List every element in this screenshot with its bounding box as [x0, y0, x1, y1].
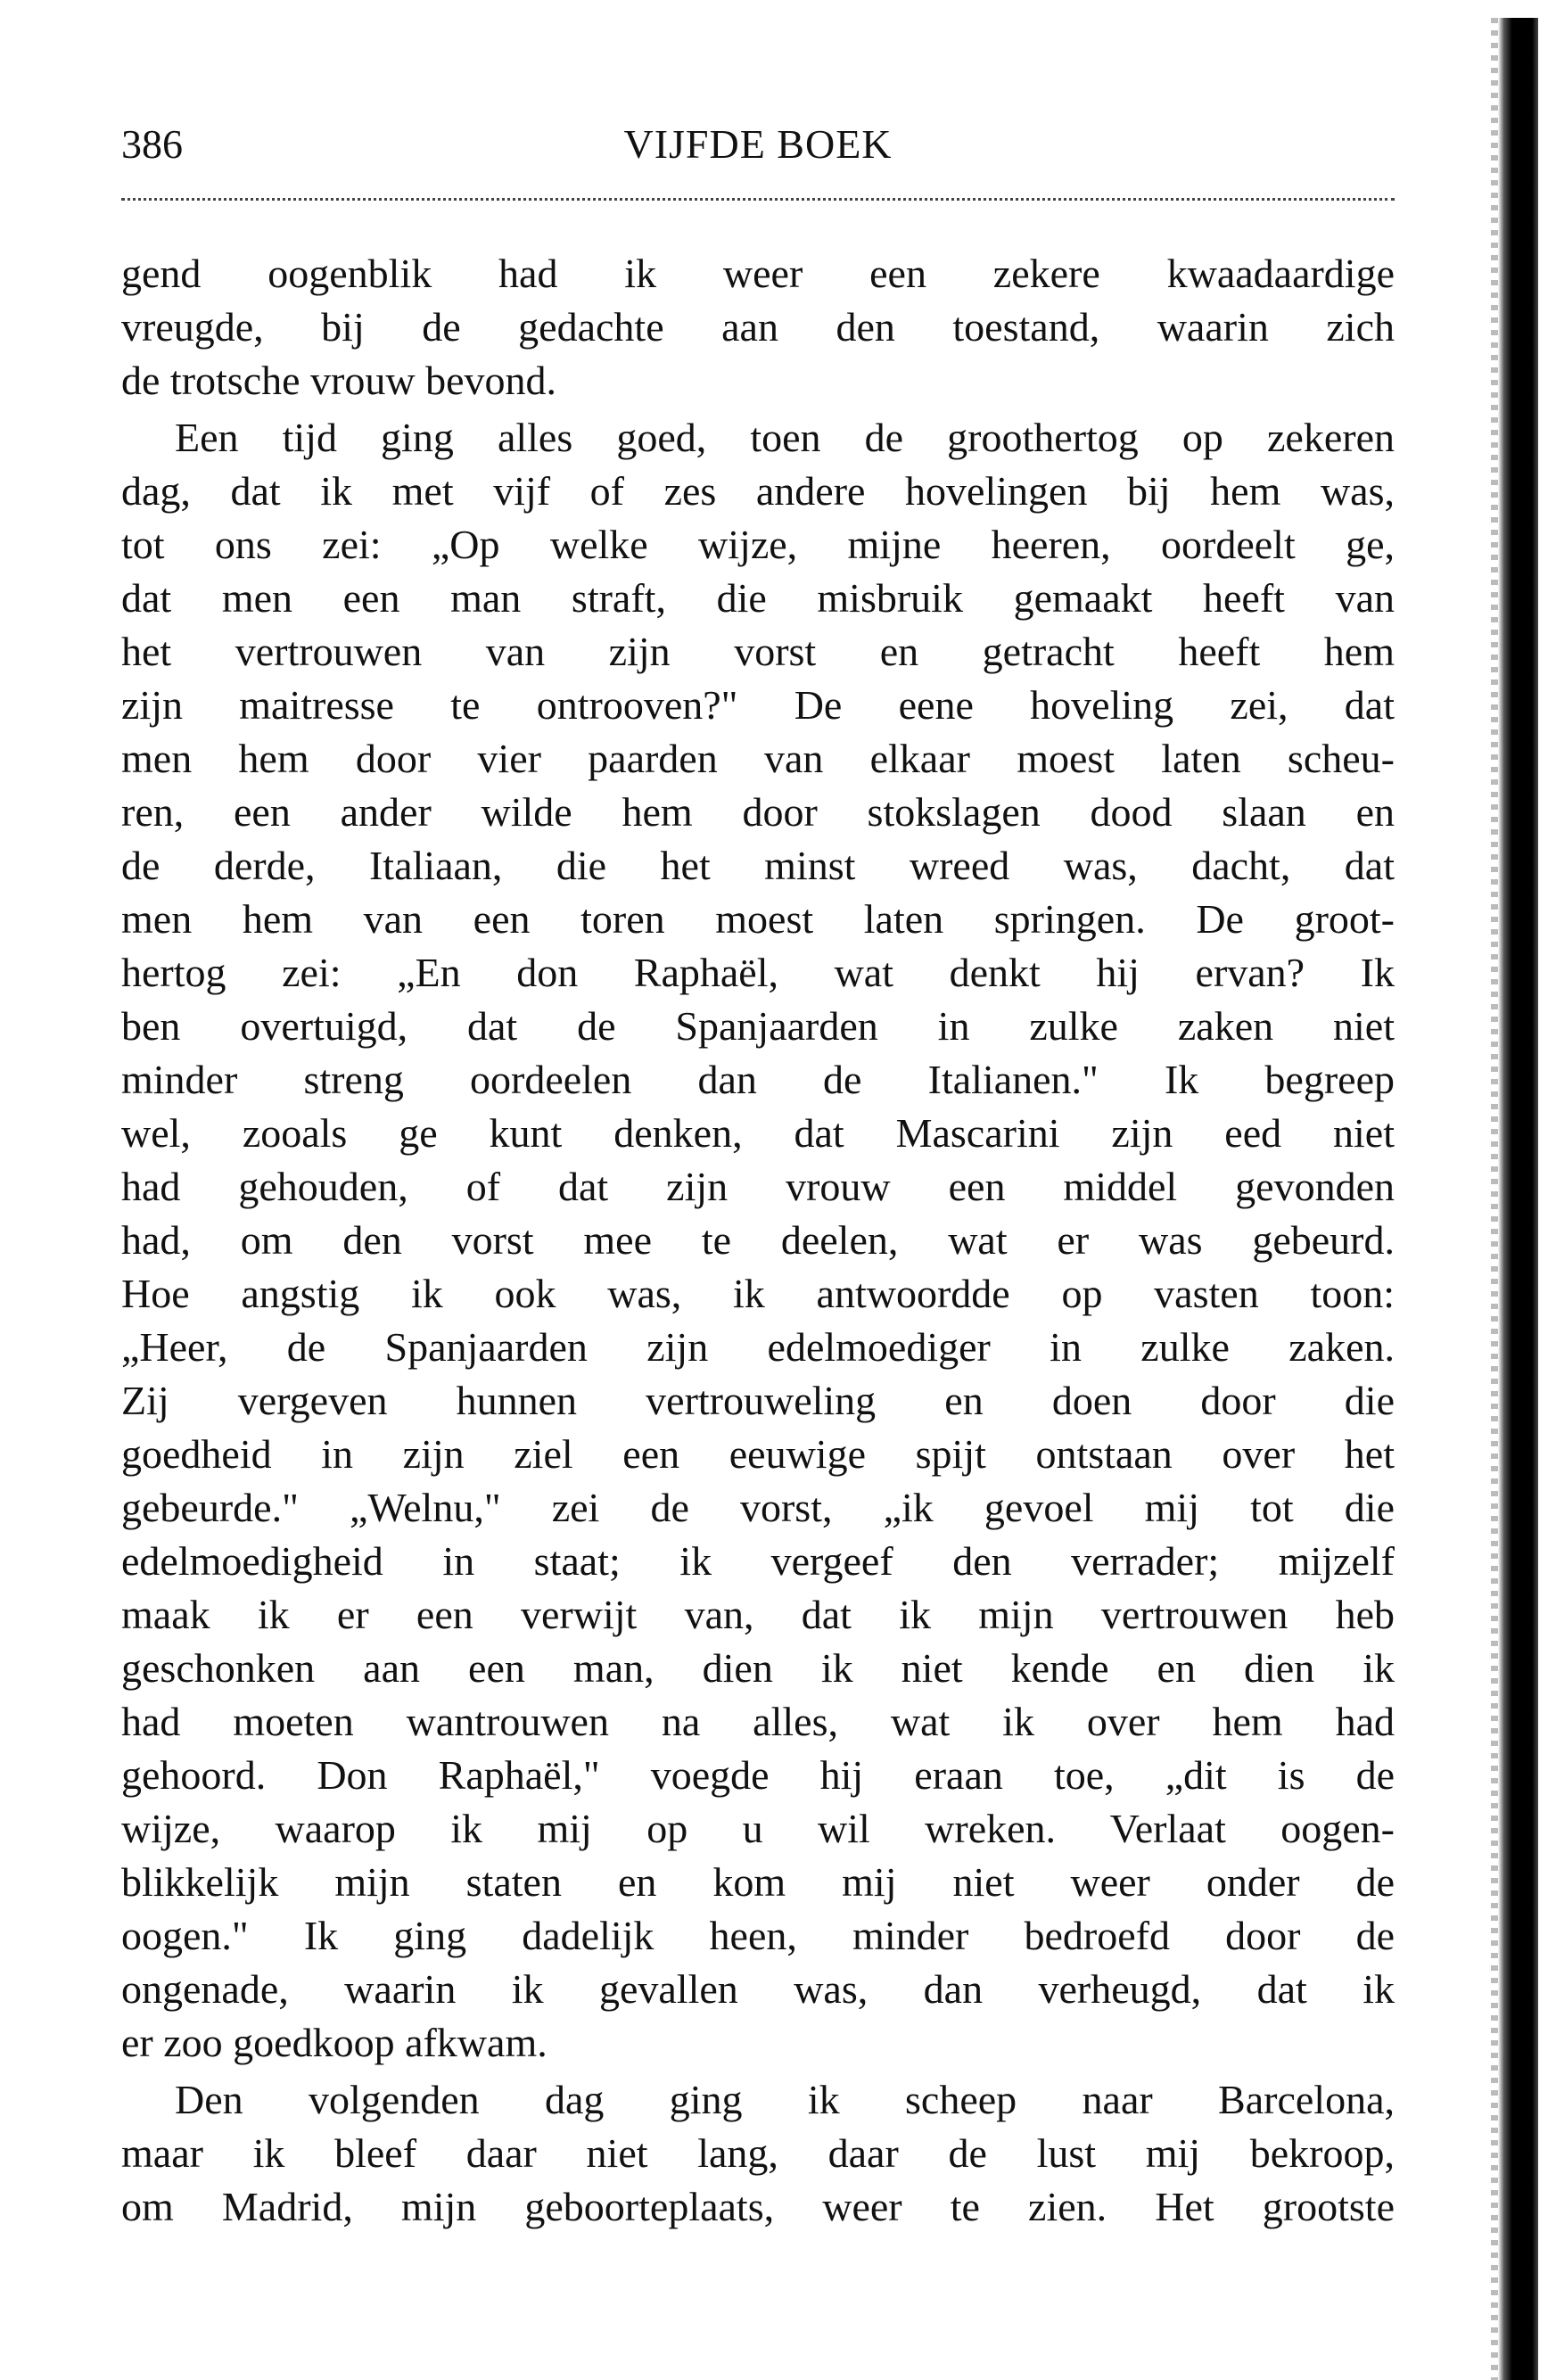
text-line: hertog zei: „En don Raphaël, wat denkt hij ervan? Ik	[121, 950, 1395, 995]
text-line: Zij vergeven hunnen vertrouweling en doen door die	[121, 1378, 1395, 1423]
text-line: had, om den vorst mee te deelen, wat er was gebeurd.	[121, 1217, 1395, 1263]
text-line: blikkelijk mijn staten en kom mij niet weer onder de	[121, 1859, 1395, 1905]
text-line: Den volgenden dag ging ik scheep naar Barcelona,	[175, 2077, 1395, 2122]
text-line: dag, dat ik met vijf of zes andere hovelingen bij hem was,	[121, 468, 1395, 514]
page-edge-shadow	[1491, 18, 1498, 2380]
text-line: edelmoedigheid in staat; ik vergeef den verrader; mijzelf	[121, 1538, 1395, 1584]
text-line: goedheid in zijn ziel een eeuwige spijt ontstaan over het	[121, 1431, 1395, 1477]
text-line: wijze, waarop ik mij op u wil wreken. Verlaat oogen-	[121, 1806, 1395, 1851]
text-line: maak ik er een verwijt van, dat ik mijn vertrouwen heb	[121, 1592, 1395, 1637]
running-title: VIJFDE BOEK	[623, 121, 893, 167]
text-line: had moeten wantrouwen na alles, wat ik over hem had	[121, 1699, 1395, 1744]
text-line: om Madrid, mijn geboorteplaats, weer te zien. Het grootste	[121, 2184, 1395, 2229]
text-line: „Heer, de Spanjaarden zijn edelmoediger in zulke zaken.	[121, 1324, 1395, 1370]
text-line: zijn maitresse te ontrooven?" De eene hoveling zei, dat	[121, 682, 1395, 728]
text-line: wel, zooals ge kunt denken, dat Mascarini zijn eed niet	[121, 1110, 1395, 1156]
header-dotted-rule	[121, 198, 1395, 201]
text-line: dat men een man straft, die misbruik gemaakt heeft van	[121, 575, 1395, 621]
text-line: tot ons zei: „Op welke wijze, mijne heeren, oordeelt ge,	[121, 522, 1395, 567]
text-line: men hem door vier paarden van elkaar moest laten scheu-	[121, 736, 1395, 781]
scan-edge-bar	[1498, 18, 1538, 2380]
text-line: ongenade, waarin ik gevallen was, dan verheugd, dat ik	[121, 1966, 1395, 2012]
text-line: geschonken aan een man, dien ik niet kende en dien ik	[121, 1645, 1395, 1691]
text-line: gend oogenblik had ik weer een zekere kwaadaardige	[121, 251, 1395, 296]
text-line: vreugde, bij de gedachte aan den toestand, waarin zich	[121, 304, 1395, 350]
text-line: gebeurde." „Welnu," zei de vorst, „ik gevoel mij tot die	[121, 1485, 1395, 1530]
body-text	[121, 247, 1395, 2234]
text-line: Hoe angstig ik ook was, ik antwoordde op vasten toon:	[121, 1271, 1395, 1316]
page-number: 386	[121, 121, 183, 167]
text-line: maar ik bleef daar niet lang, daar de lust mij bekroop,	[121, 2130, 1395, 2176]
text-line: er zoo goedkoop afkwam.	[121, 2020, 547, 2065]
text-line: ren, een ander wilde hem door stokslagen dood slaan en	[121, 789, 1395, 835]
text-line: de derde, Italiaan, die het minst wreed was, dacht, dat	[121, 843, 1395, 888]
text-line: ben overtuigd, dat de Spanjaarden in zulke zaken niet	[121, 1003, 1395, 1049]
text-line: Een tijd ging alles goed, toen de groothertog op zekeren	[175, 415, 1395, 460]
text-line: het vertrouwen van zijn vorst en getracht heeft hem	[121, 629, 1395, 674]
text-line: men hem van een toren moest laten springen. De groot-	[121, 896, 1395, 942]
text-line: gehoord. Don Raphaël," voegde hij eraan toe, „dit is de	[121, 1752, 1395, 1798]
text-line: minder streng oordeelen dan de Italianen." Ik begreep	[121, 1057, 1395, 1102]
text-line: oogen." Ik ging dadelijk heen, minder bedroefd door de	[121, 1913, 1395, 1958]
text-line: had gehouden, of dat zijn vrouw een middel gevonden	[121, 1164, 1395, 1209]
text-line: de trotsche vrouw bevond.	[121, 358, 556, 403]
